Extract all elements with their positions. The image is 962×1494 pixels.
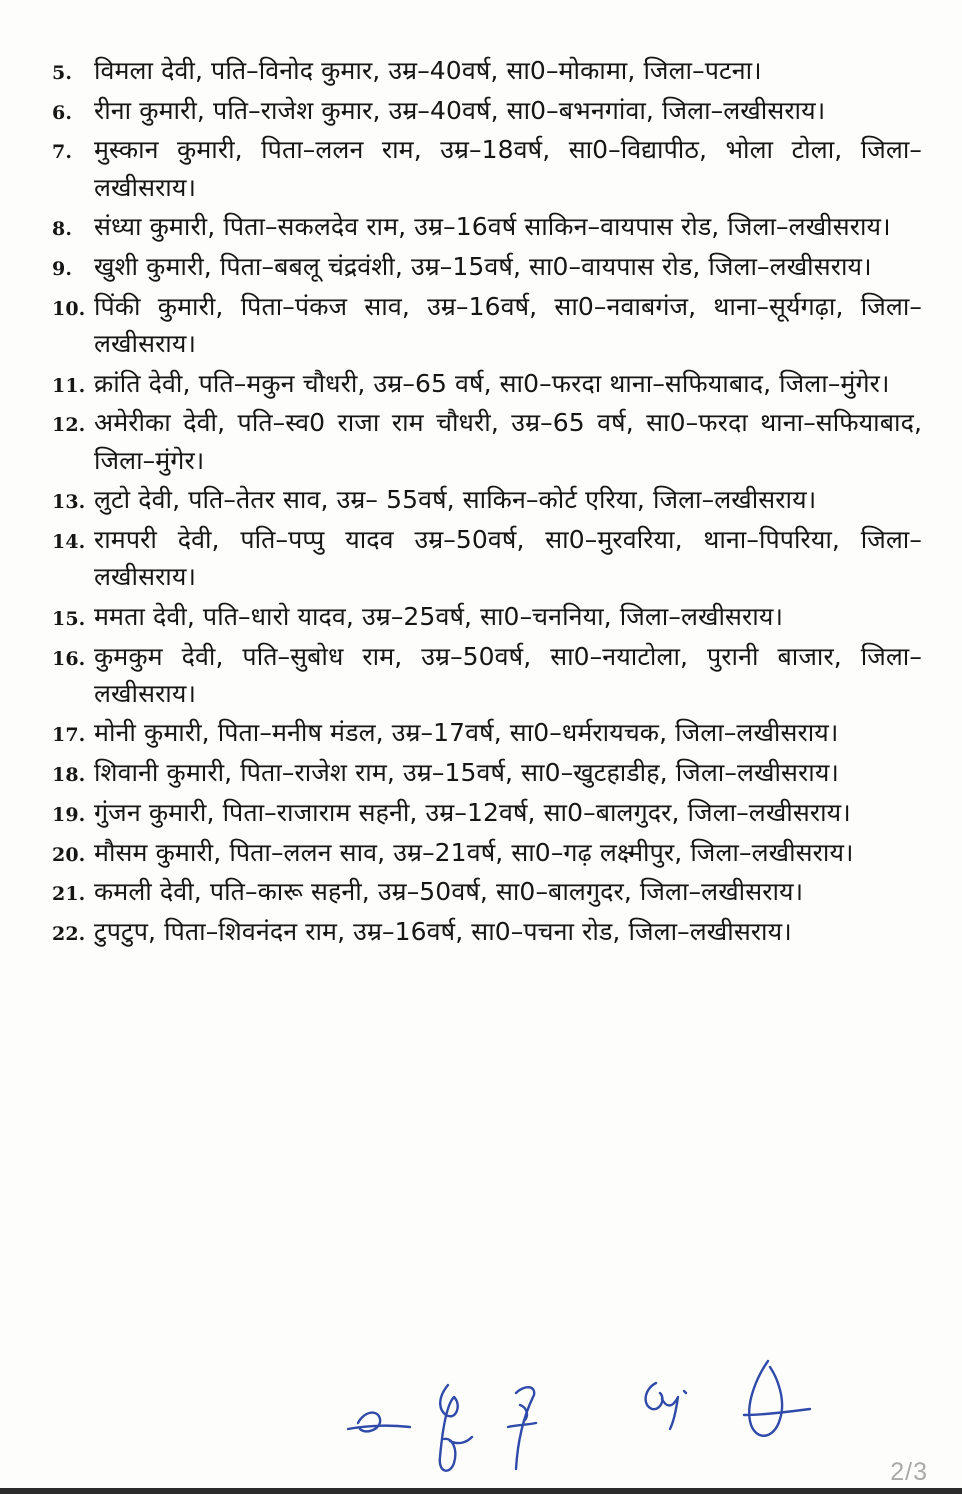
list-item	[52, 288, 922, 362]
list-item	[52, 873, 922, 910]
item-text: शिवानी कुमारी, पिता–राजेश राम, उम्र–15वर्ष, सा0–खुटहाडीह, जिला–लखीसराय।	[94, 758, 840, 788]
item-text: संध्या कुमारी, पिता–सकलदेव राम, उम्र–16वर्ष साकिन–वायपास रोड, जिला–लखीसराय।	[94, 212, 891, 242]
list-item	[52, 913, 922, 950]
item-number: 17.	[52, 724, 86, 747]
list-item	[52, 481, 922, 518]
item-number: 10.	[52, 297, 86, 320]
list-item	[52, 131, 922, 205]
item-number: 5.	[52, 62, 73, 84]
item-number: 16.	[52, 647, 86, 670]
item-text: रीना कुमारी, पति–राजेश कुमार, उम्र–40वर्ष, सा0–बभनगांवा, जिला–लखीसराय।	[94, 95, 826, 125]
item-text: मौसम कुमारी, पिता–ललन साव, उम्र–21वर्ष, सा0–गढ़ लक्ष्मीपुर, जिला–लखीसराय।	[94, 837, 854, 867]
signature-scribbles	[340, 1345, 820, 1485]
list-item	[52, 248, 922, 285]
item-text: टुपटुप, पिता–शिवनंदन राम, उम्र–16वर्ष, सा0–पचना रोड, जिला–लखीसराय।	[94, 916, 792, 946]
item-number: 14.	[52, 530, 86, 553]
list-item	[52, 92, 922, 129]
item-number: 7.	[52, 141, 73, 164]
item-text: खुशी कुमारी, पिता–बबलू चंद्रवंशी, उम्र–15वर्ष, सा0–वायपास रोड, जिला–लखीसराय।	[94, 252, 872, 282]
page-number: 2/3	[890, 1458, 928, 1486]
list-item	[52, 52, 922, 89]
list-item	[52, 208, 922, 245]
item-number: 12.	[52, 414, 86, 437]
item-text: लुटो देवी, पति–तेतर साव, उम्र– 55वर्ष, साकिन–कोर्ट एरिया, जिला–लखीसराय।	[94, 485, 817, 515]
item-number: 19.	[52, 803, 86, 826]
list-item	[52, 404, 922, 478]
item-number: 18.	[52, 764, 86, 787]
list-item	[52, 714, 922, 751]
item-number: 6.	[52, 101, 73, 124]
signature-4	[646, 1383, 686, 1429]
list-item	[52, 754, 922, 791]
item-number: 11.	[52, 374, 86, 397]
list-item	[52, 598, 922, 635]
signatures	[340, 1345, 820, 1485]
signature-3	[508, 1387, 536, 1469]
item-text: ममता देवी, पति–धारो यादव, उम्र–25वर्ष, सा0–चननिया, जिला–लखीसराय।	[94, 601, 784, 631]
signature-5	[744, 1361, 810, 1436]
item-number: 22.	[52, 922, 86, 945]
signature-1	[348, 1413, 410, 1432]
list-item	[52, 834, 922, 871]
item-text: मुस्कान कुमारी, पिता–ललन राम, उम्र–18वर्ष, सा0–विद्यापीठ, भोला टोला, जिला–लखीसराय।	[94, 135, 922, 202]
item-text: मोनी कुमारी, पिता–मनीष मंडल, उम्र–17वर्ष, सा0–धर्मरायचक, जिला–लखीसराय।	[94, 718, 839, 748]
list-item	[52, 794, 922, 831]
signature-2	[440, 1385, 472, 1471]
item-text: पिंकी कुमारी, पिता–पंकज साव, उम्र–16वर्ष, सा0–नवाबगंज, थाना–सूर्यगढ़ा, जिला–लखीसराय।	[94, 291, 922, 358]
item-text: अमेरीका देवी, पति–स्व0 राजा राम चौधरी, उम्र–65 वर्ष, सा0–फरदा थाना–सफियाबाद, जिला–मुंगेर।	[94, 408, 922, 475]
item-text: कुमकुम देवी, पति–सुबोध राम, उम्र–50वर्ष, सा0–नयाटोला, पुरानी बाजार, जिला–लखीसराय।	[94, 641, 922, 708]
item-number: 13.	[52, 491, 86, 514]
list-item	[52, 638, 922, 712]
item-number: 9.	[52, 258, 73, 281]
person-list	[52, 52, 922, 953]
item-number: 21.	[52, 883, 86, 906]
item-text: कमली देवी, पति–कारू सहनी, उम्र–50वर्ष, सा0–बालगुदर, जिला–लखीसराय।	[94, 877, 804, 907]
bottom-edge-rule	[0, 1488, 962, 1494]
item-text: रामपरी देवी, पति–पप्पु यादव उम्र–50वर्ष, सा0–मुरवरिया, थाना–पिपरिया, जिला–लखीसराय।	[94, 524, 922, 592]
item-text: विमला देवी, पति–विनोद कुमार, उम्र–40वर्ष, सा0–मोकामा, जिला–पटना।	[94, 56, 762, 85]
item-number: 20.	[52, 843, 86, 866]
list-item	[52, 521, 922, 595]
item-text: क्रांति देवी, पति–मकुन चौधरी, उम्र–65 वर्ष, सा0–फरदा थाना–सफियाबाद, जिला–मुंगेर।	[94, 368, 890, 398]
item-number: 15.	[52, 607, 86, 630]
item-number: 8.	[52, 218, 73, 241]
list-item	[52, 365, 922, 402]
item-text: गुंजन कुमारी, पिता–राजाराम सहनी, उम्र–12वर्ष, सा0–बालगुदर, जिला–लखीसराय।	[94, 797, 851, 827]
